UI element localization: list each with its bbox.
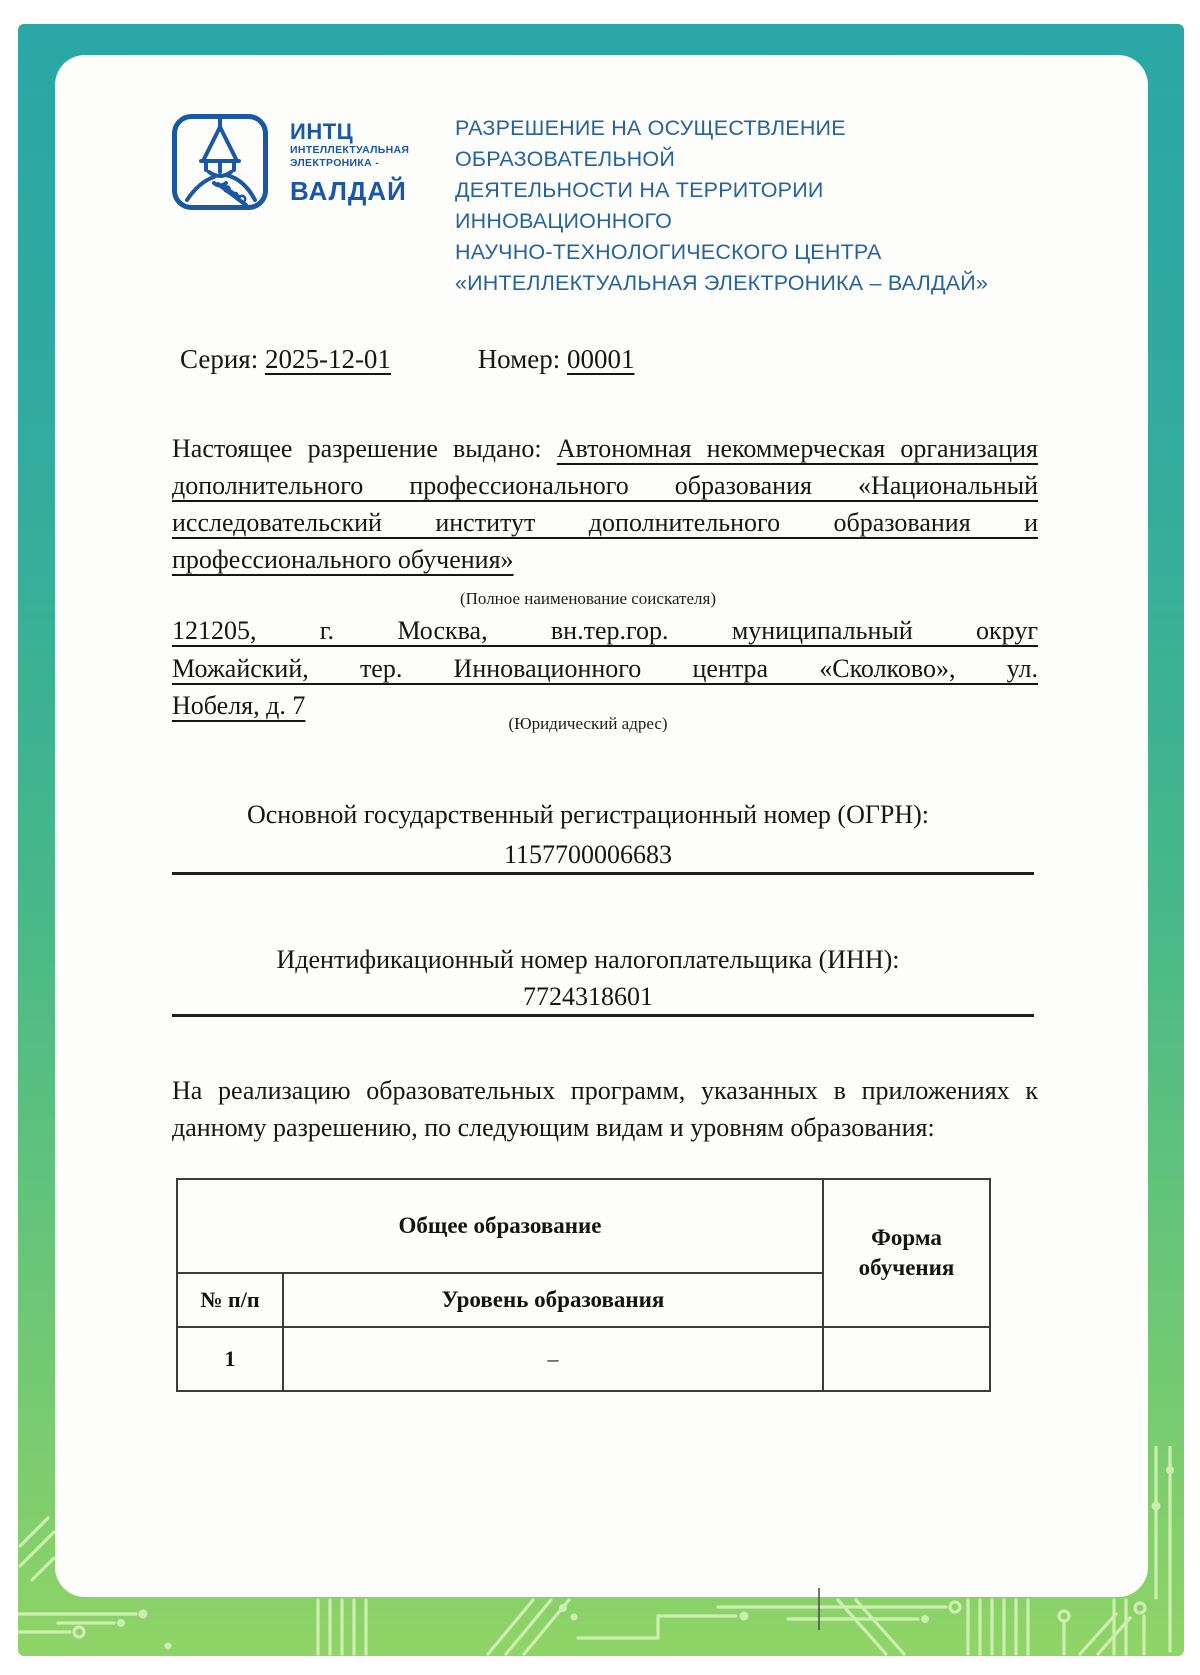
series-field (180, 344, 398, 374)
number-field (478, 344, 635, 374)
logo-subline-1: ИНТЕЛЛЕКТУАЛЬНАЯ (290, 144, 410, 156)
ogrn-underline-rule (172, 872, 1034, 875)
applicant-name-caption: (Полное наименование соискателя) (459, 589, 716, 608)
row-number-cell: 1 (177, 1327, 283, 1391)
issued-org-name: Автономная некоммерческая организация (556, 434, 1039, 463)
address-line: Можайский, тер. Инновационного центра «Сколково», ул. (172, 653, 1038, 683)
issued-line: профессионального обучения» (172, 545, 514, 574)
title-line: НАУЧНО-ТЕХНОЛОГИЧЕСКОГО ЦЕНТРА (455, 240, 882, 264)
document-title (455, 113, 1015, 299)
issued-line (172, 430, 1038, 467)
form-value-cell (823, 1327, 990, 1391)
number-value: 00001 (567, 344, 635, 374)
series-label: Серия: (180, 344, 259, 374)
inn-underline-rule (172, 1014, 1034, 1017)
series-number-row (180, 344, 635, 375)
knight-icon (170, 112, 270, 212)
logo-name: ВАЛДАЙ (290, 176, 407, 206)
issued-line: дополнительного профессионального образования «Национальный (172, 471, 1038, 500)
education-levels-table (176, 1178, 991, 1392)
series-value: 2025-12-01 (264, 344, 391, 374)
scan-artifact-line (818, 1588, 820, 1630)
logo-subline-2: ЭЛЕКТРОНИКА - (290, 157, 379, 169)
legal-address-caption: (Юридический адрес) (508, 714, 668, 733)
title-line: «ИНТЕЛЛЕКТУАЛЬНАЯ ЭЛЕКТРОНИКА – ВАЛДАЙ» (455, 271, 989, 295)
ogrn-label: Основной государственный регистрационный номер (ОГРН): (246, 800, 930, 829)
address-line: Нобеля, д. 7 (172, 691, 306, 720)
ogrn-value: 1157700006683 (503, 840, 673, 869)
table-row (177, 1179, 990, 1273)
programs-line: данному разрешению, по следующим видам и уровням образования: (172, 1113, 935, 1142)
inn-value: 7724318601 (523, 982, 653, 1011)
inn-label: Идентификационный номер налогоплательщика (ИНН): (276, 945, 900, 974)
programs-line: На реализацию образовательных программ, указанных в приложениях к (172, 1076, 1038, 1105)
group-header-cell: Общее образование (177, 1179, 823, 1273)
issued-paragraph (172, 430, 1038, 578)
title-line: ДЕЯТЕЛЬНОСТИ НА ТЕРРИТОРИИ ИННОВАЦИОННОГО (455, 178, 824, 233)
address-paragraph (172, 612, 1038, 725)
programs-paragraph (172, 1072, 1038, 1146)
table-row (177, 1327, 990, 1391)
issued-line: исследовательский институт дополнительного образования и (172, 508, 1038, 537)
number-label: Номер: (477, 344, 561, 374)
form-header-cell: Форма обучения (823, 1179, 990, 1327)
logo (170, 112, 409, 212)
level-header-cell: Уровень образования (283, 1273, 823, 1327)
logo-abbr: ИНТЦ (290, 119, 354, 144)
logo-text (290, 112, 409, 206)
level-value-cell: – (283, 1327, 823, 1391)
issued-prefix: Настоящее разрешение выдано: (172, 434, 557, 463)
address-line: 121205, г. Москва, вн.тер.гор. муниципальный округ (172, 616, 1038, 645)
title-line: РАЗРЕШЕНИЕ НА ОСУЩЕСТВЛЕНИЕ ОБРАЗОВАТЕЛЬНОЙ (455, 116, 846, 171)
num-header-cell: № п/п (177, 1273, 283, 1327)
